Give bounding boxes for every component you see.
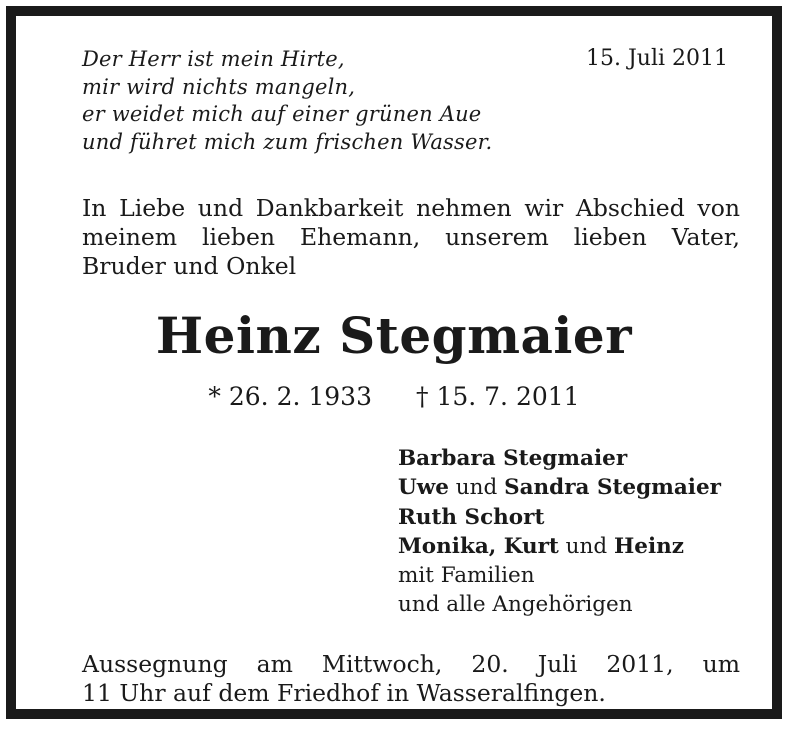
mourner-line: und alle Angehörigen xyxy=(398,592,633,618)
mourner-line xyxy=(398,503,721,532)
service-word: 2011, xyxy=(606,650,674,678)
mourner-name: Ruth Schort xyxy=(398,504,545,530)
mourner-line: mit Familien xyxy=(398,563,535,589)
obituary-notice xyxy=(6,6,782,719)
death-date: † 15. 7. 2011 xyxy=(416,382,580,411)
service-word: Mittwoch, xyxy=(321,650,443,678)
mourners-list xyxy=(398,444,721,620)
service-line xyxy=(82,650,740,679)
psalm-line: und führet mich zum frischen Wasser. xyxy=(82,129,493,154)
birth-date: * 26. 2. 1933 xyxy=(208,382,372,411)
service-word: 20. xyxy=(471,650,509,678)
mourner-line xyxy=(398,444,721,473)
psalm-line: Der Herr ist mein Hirte, xyxy=(82,47,345,71)
psalm-line: er weidet mich auf einer grünen Aue xyxy=(82,102,482,126)
conjunction: und xyxy=(448,475,505,501)
mourner-line xyxy=(398,473,721,502)
mourner-name: Monika, Kurt xyxy=(398,533,559,559)
mourner-name: Barbara Stegmaier xyxy=(398,446,628,471)
psalm-line: mir wird nichts mangeln, xyxy=(82,74,356,99)
psalm-verse xyxy=(82,46,492,156)
service-line: 11 Uhr auf dem Friedhof in Wasseralfingen. xyxy=(82,679,606,707)
life-dates xyxy=(16,382,772,411)
conjunction: und xyxy=(558,533,614,559)
intro-text: In Liebe und Dankbarkeit nehmen wir Abschied von meinem lieben Ehemann, unserem lieben Vater, Bruder und Onkel xyxy=(82,194,740,280)
service-word: Aussegnung xyxy=(82,650,228,678)
deceased-name: Heinz Stegmaier xyxy=(155,306,633,365)
mourner-name: Heinz xyxy=(613,533,684,559)
service-word: am xyxy=(256,650,293,678)
mourner-name: Uwe xyxy=(398,475,449,501)
mourner-name: Sandra Stegmaier xyxy=(504,475,721,501)
service-word: um xyxy=(702,650,740,678)
service-info xyxy=(82,650,740,708)
notice-date: 15. Juli 2011 xyxy=(585,46,728,71)
service-word: Juli xyxy=(537,650,578,678)
mourner-line xyxy=(398,532,721,561)
